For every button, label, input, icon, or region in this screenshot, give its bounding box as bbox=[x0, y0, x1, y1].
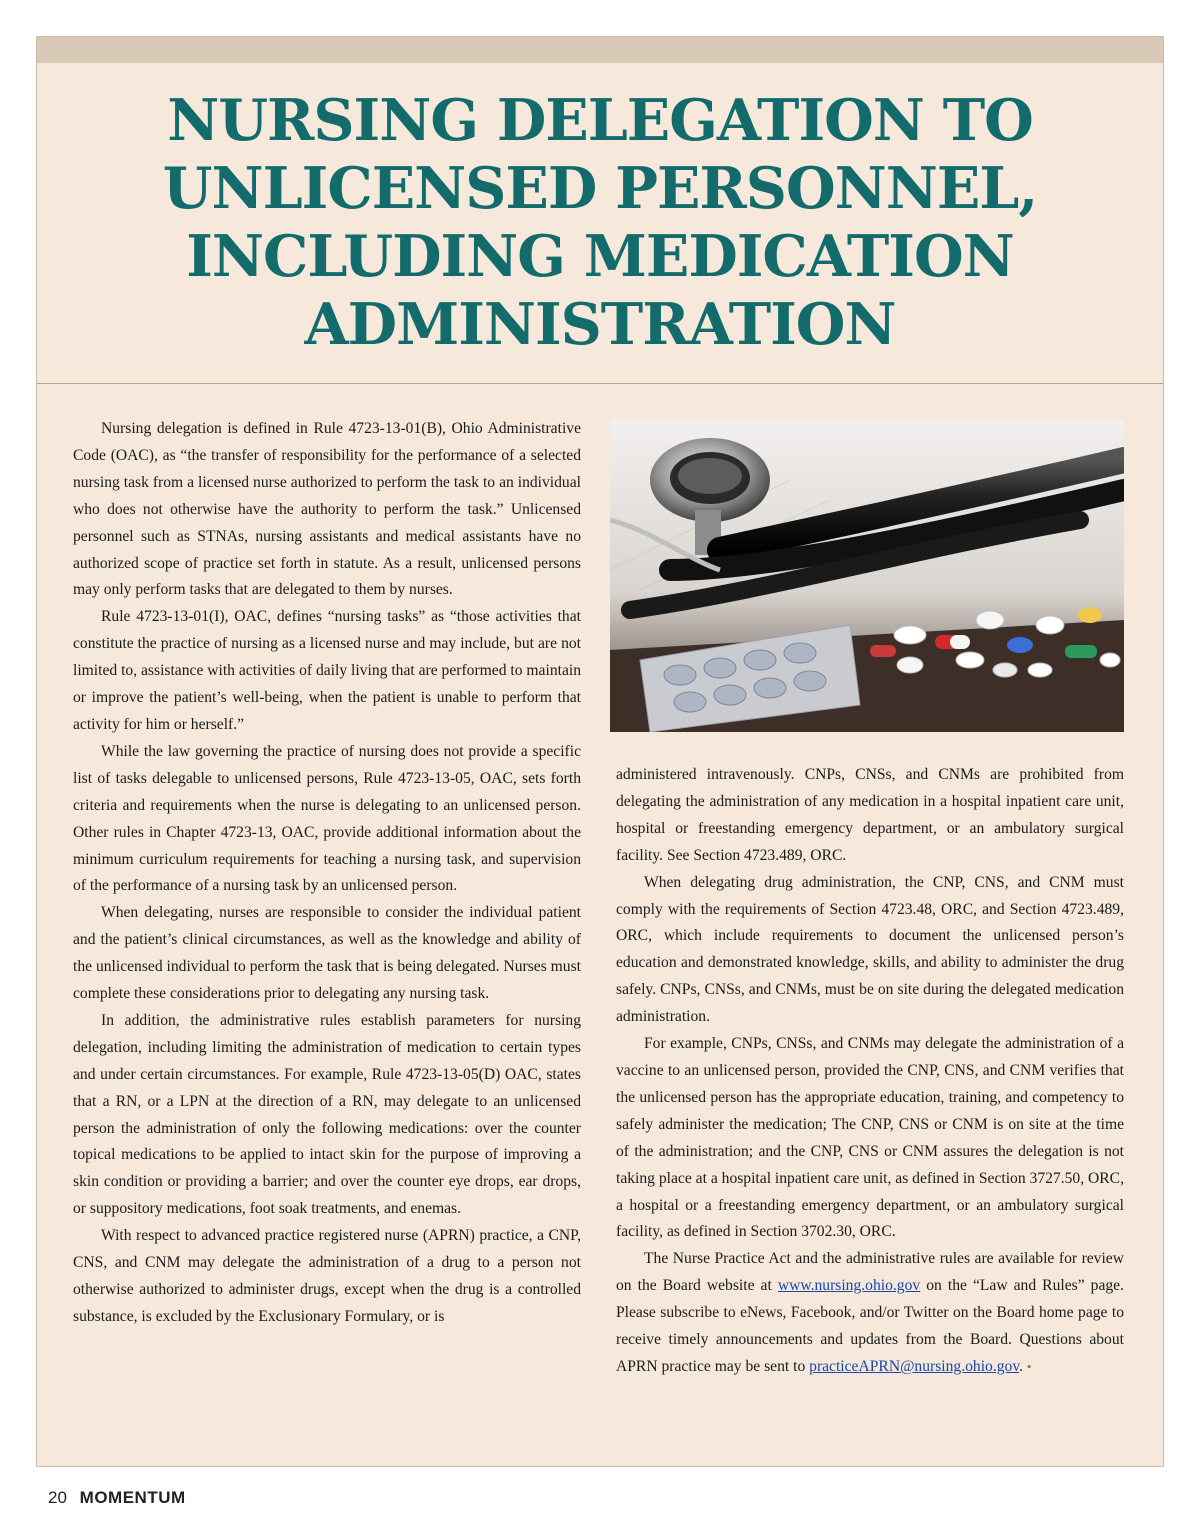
closing-text: on the “Law and Rules” page. Please subscribe to eNews, Facebook, and/or Twitter on the Board home page to receive timely announcements and updates from the Board. Questions about APRN practice may be sent to bbox=[616, 1277, 1124, 1375]
title-line: UNLICENSED PERSONNEL, bbox=[162, 155, 1038, 222]
article-panel bbox=[36, 36, 1164, 1467]
paragraph: When delegating, nurses are responsible to consider the individual patient and the patient’s clinical circumstances, as well as the knowledge and ability of the unlicensed individual to perform the task that is being delegated. Nurses must complete these considerations prior to delegating any nursing task. bbox=[73, 904, 581, 1003]
stethoscope-pills-photo bbox=[610, 420, 1124, 732]
closing-text: . bbox=[1019, 1357, 1027, 1375]
title-line: NURSING DELEGATION TO bbox=[167, 87, 1033, 154]
page-number: 20 bbox=[48, 1488, 67, 1507]
title-line: ADMINISTRATION bbox=[304, 291, 896, 358]
closing-paragraph bbox=[616, 1246, 1124, 1381]
top-band bbox=[37, 37, 1163, 63]
paragraph: When delegating drug administration, the CNP, CNS, and CNM must comply with the requirements of Section 4723.48, ORC, and Section 4723.489, ORC, which include requirements to document the unlicensed person’s education and demonstrated knowledge, skills, and ability to administer the drug safely. CNPs, CNSs, and CNMs, must be on site during the delegated medication administration. bbox=[616, 873, 1124, 1026]
paragraph: In addition, the administrative rules establish parameters for nursing delegation, including limiting the administration of medication to certain types and under certain circumstances. For example, Rule 4723-13-05(D) OAC, states that a RN, or a LPN at the direction of a RN, may delegate to an unlicensed person the administration of only the following medications: over the counter topical medications to be applied to intact skin for the purpose of improving a skin condition or providing a barrier; and over the counter eye drops, ear drops, or suppository medications, foot soak treatments, and enemas. bbox=[73, 1011, 581, 1218]
aprn-email-link[interactable]: practiceAPRN@nursing.ohio.gov bbox=[809, 1357, 1020, 1375]
title-divider bbox=[37, 383, 1163, 384]
paragraph: For example, CNPs, CNSs, and CNMs may delegate the administration of a vaccine to an unlicensed person, provided the CNP, CNS, and CNM verifies that the unlicensed person has the appropriate education, training, and competency to safely administer the medication; The CNP, CNS or CNM is on site at the time of the administration; and the CNP, CNS or CNM assures the delegation is not taking place at a hospital inpatient care unit, as defined in Section 3727.50, ORC, a hospital or a freestanding emergency department, or an ambulatory surgical facility, as defined in Section 3702.30, ORC. bbox=[616, 1035, 1124, 1241]
magazine-name: MOMENTUM bbox=[79, 1488, 186, 1507]
board-website-link[interactable]: www.nursing.ohio.gov bbox=[777, 1277, 921, 1295]
right-column bbox=[616, 762, 1124, 1381]
article-title bbox=[37, 87, 1163, 359]
end-mark-icon: • bbox=[1026, 1358, 1032, 1374]
title-line: INCLUDING MEDICATION bbox=[186, 223, 1014, 290]
paragraph: Rule 4723-13-01(I), OAC, defines “nursing tasks” as “those activities that constitute the practice of nursing as a licensed nurse and may include, but are not limited to, assistance with activities of daily living that are performed to maintain or improve the patient’s well-being, when the patient is unable to perform that activity for him or herself.” bbox=[73, 608, 581, 733]
page-footer bbox=[48, 1488, 186, 1508]
paragraph: Nursing delegation is defined in Rule 4723-13-01(B), Ohio Administrative Code (OAC), as “the transfer of responsibility for the performance of a selected nursing task from a licensed nurse authorized to perform the task to an individual who does not otherwise have the authority to perform the task.” Unlicensed personnel such as STNAs, nursing assistants and medical assistants have no authorized scope of practice set forth in statute. As a result, unlicensed persons may only perform tasks that are delegated to them by nurses. bbox=[73, 420, 581, 599]
photo-illustration bbox=[610, 420, 1124, 732]
paragraph: With respect to advanced practice registered nurse (APRN) practice, a CNP, CNS, and CNM may delegate the administration of a drug to a person not otherwise authorized to administer drugs, except when the drug is a controlled substance, is excluded by the Exclusionary Formulary, or is bbox=[73, 1227, 581, 1325]
left-column bbox=[73, 416, 581, 1331]
paragraph: While the law governing the practice of nursing does not provide a specific list of tasks delegable to unlicensed persons, Rule 4723-13-05, OAC, sets forth criteria and requirements when the nurse is delegating to an unlicensed person. Other rules in Chapter 4723-13, OAC, provide additional information about the minimum curriculum requirements for teaching a nursing task, and supervision of the performance of a nursing task by an unlicensed person. bbox=[73, 742, 581, 895]
continued-paragraph: administered intravenously. CNPs, CNSs, and CNMs are prohibited from delegating the administration of any medication in a hospital inpatient care unit, hospital or freestanding emergency department, or an ambulatory surgical facility. See Section 4723.489, ORC. bbox=[616, 766, 1124, 864]
closing-text: The Nurse Practice Act and the administrative rules are available for review on the Board website at bbox=[616, 1250, 1124, 1295]
